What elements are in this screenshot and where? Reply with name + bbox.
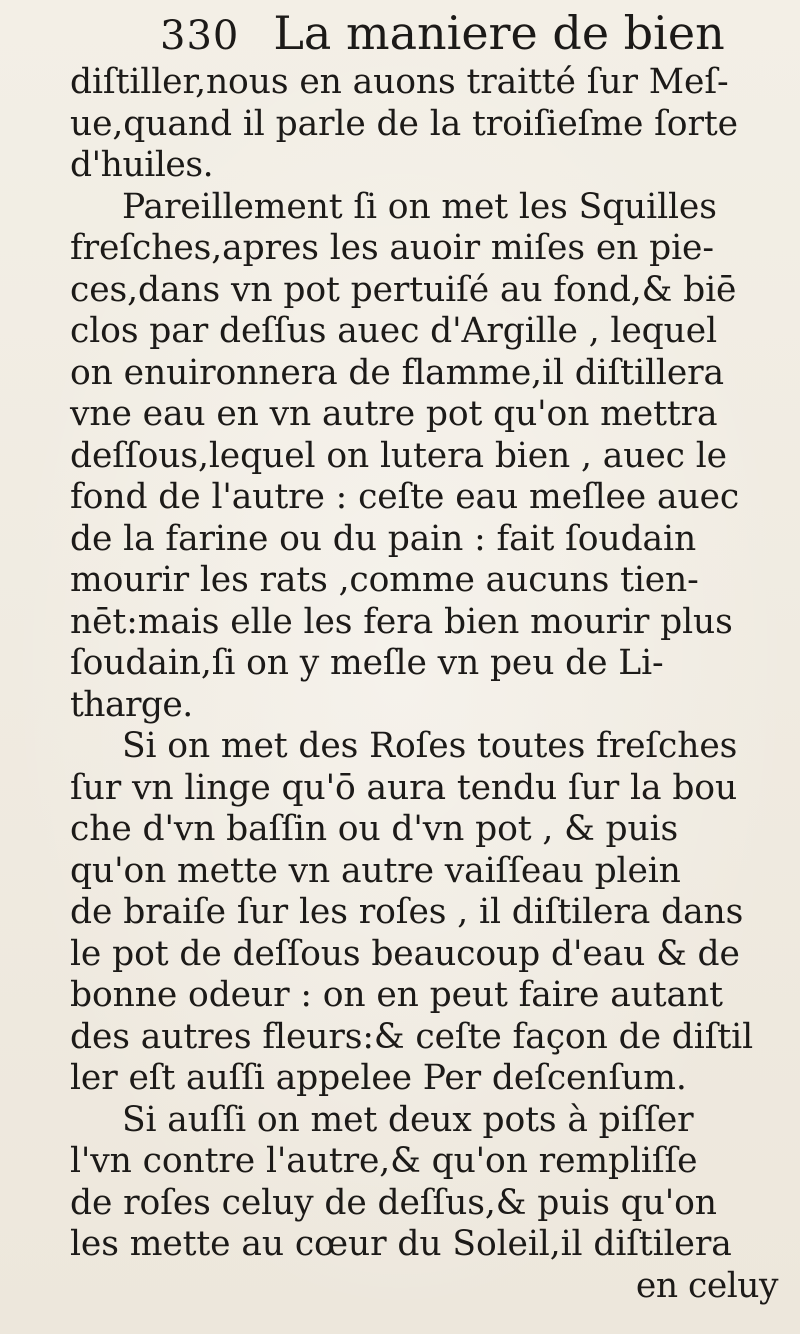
text-line: ue,quand il parle de la troiſieſme ſorte [70,103,738,144]
page-number: 330 [160,13,240,59]
text-line: les mette au cœur du Soleil,il diſtilera [70,1224,732,1264]
text-line: Pareillement ſi on met les Squilles [122,186,717,227]
text-line: qu'on mette vn autre vaiſſeau plein [70,850,681,891]
text-line: mourir les rats ,comme aucuns tien- [70,560,699,600]
running-head: La maniere de bien [273,6,725,60]
body-text [70,62,792,1307]
text-line: vne eau en vn autre pot qu'on mettra [70,394,718,434]
text-line: l'vn contre l'autre,& qu'on rempliſſe [70,1141,698,1181]
text-line: ler eſt auſſi appelee Per deſcenſum. [70,1058,687,1098]
text-line: de roſes celuy de deſſus,& puis qu'on [70,1182,717,1223]
text-line: de braiſe ſur les roſes , il diſtilera dans [70,892,744,932]
text-line: Si on met des Roſes toutes freſches [122,726,738,766]
text-line: de la farine ou du pain : fait ſoudain [70,518,697,559]
page-header [160,6,725,62]
text-line: des autres fleurs:& ceſte façon de diſtil [70,1016,754,1057]
text-line: le pot de deſſous beaucoup d'eau & de [70,933,740,974]
text-line: nēt:mais elle les fera bien mourir plus [70,601,733,642]
text-line: freſches,apres les auoir miſes en pie- [70,228,714,268]
text-line: fond de l'autre : ceſte eau meſlee auec [70,477,740,517]
text-line: ſoudain,ſi on y meſle vn peu de Li- [70,643,664,683]
text-line: deſſous,lequel on lutera bien , auec le [70,435,727,476]
text-line: bonne odeur : on en peut faire autant [70,975,723,1015]
text-line: en celuy [635,1265,778,1306]
text-line: Si auſſi on met deux pots à piſſer [122,1099,694,1140]
text-line: tharge. [70,684,193,725]
text-line: clos par deſſus auec d'Argille , lequel [70,311,718,351]
text-line: diſtiller,nous en auons traitté ſur Meſ- [70,62,729,102]
text-line: d'huiles. [70,145,214,185]
text-line: on enuironnera de flamme,il diſtillera [70,352,725,393]
text-line: che d'vn baſſin ou d'vn pot , & puis [70,809,679,849]
text-line: ſur vn linge qu'ō aura tendu ſur la bou [70,767,738,808]
text-line: ces,dans vn pot pertuiſé au fond,& biē [70,269,737,310]
